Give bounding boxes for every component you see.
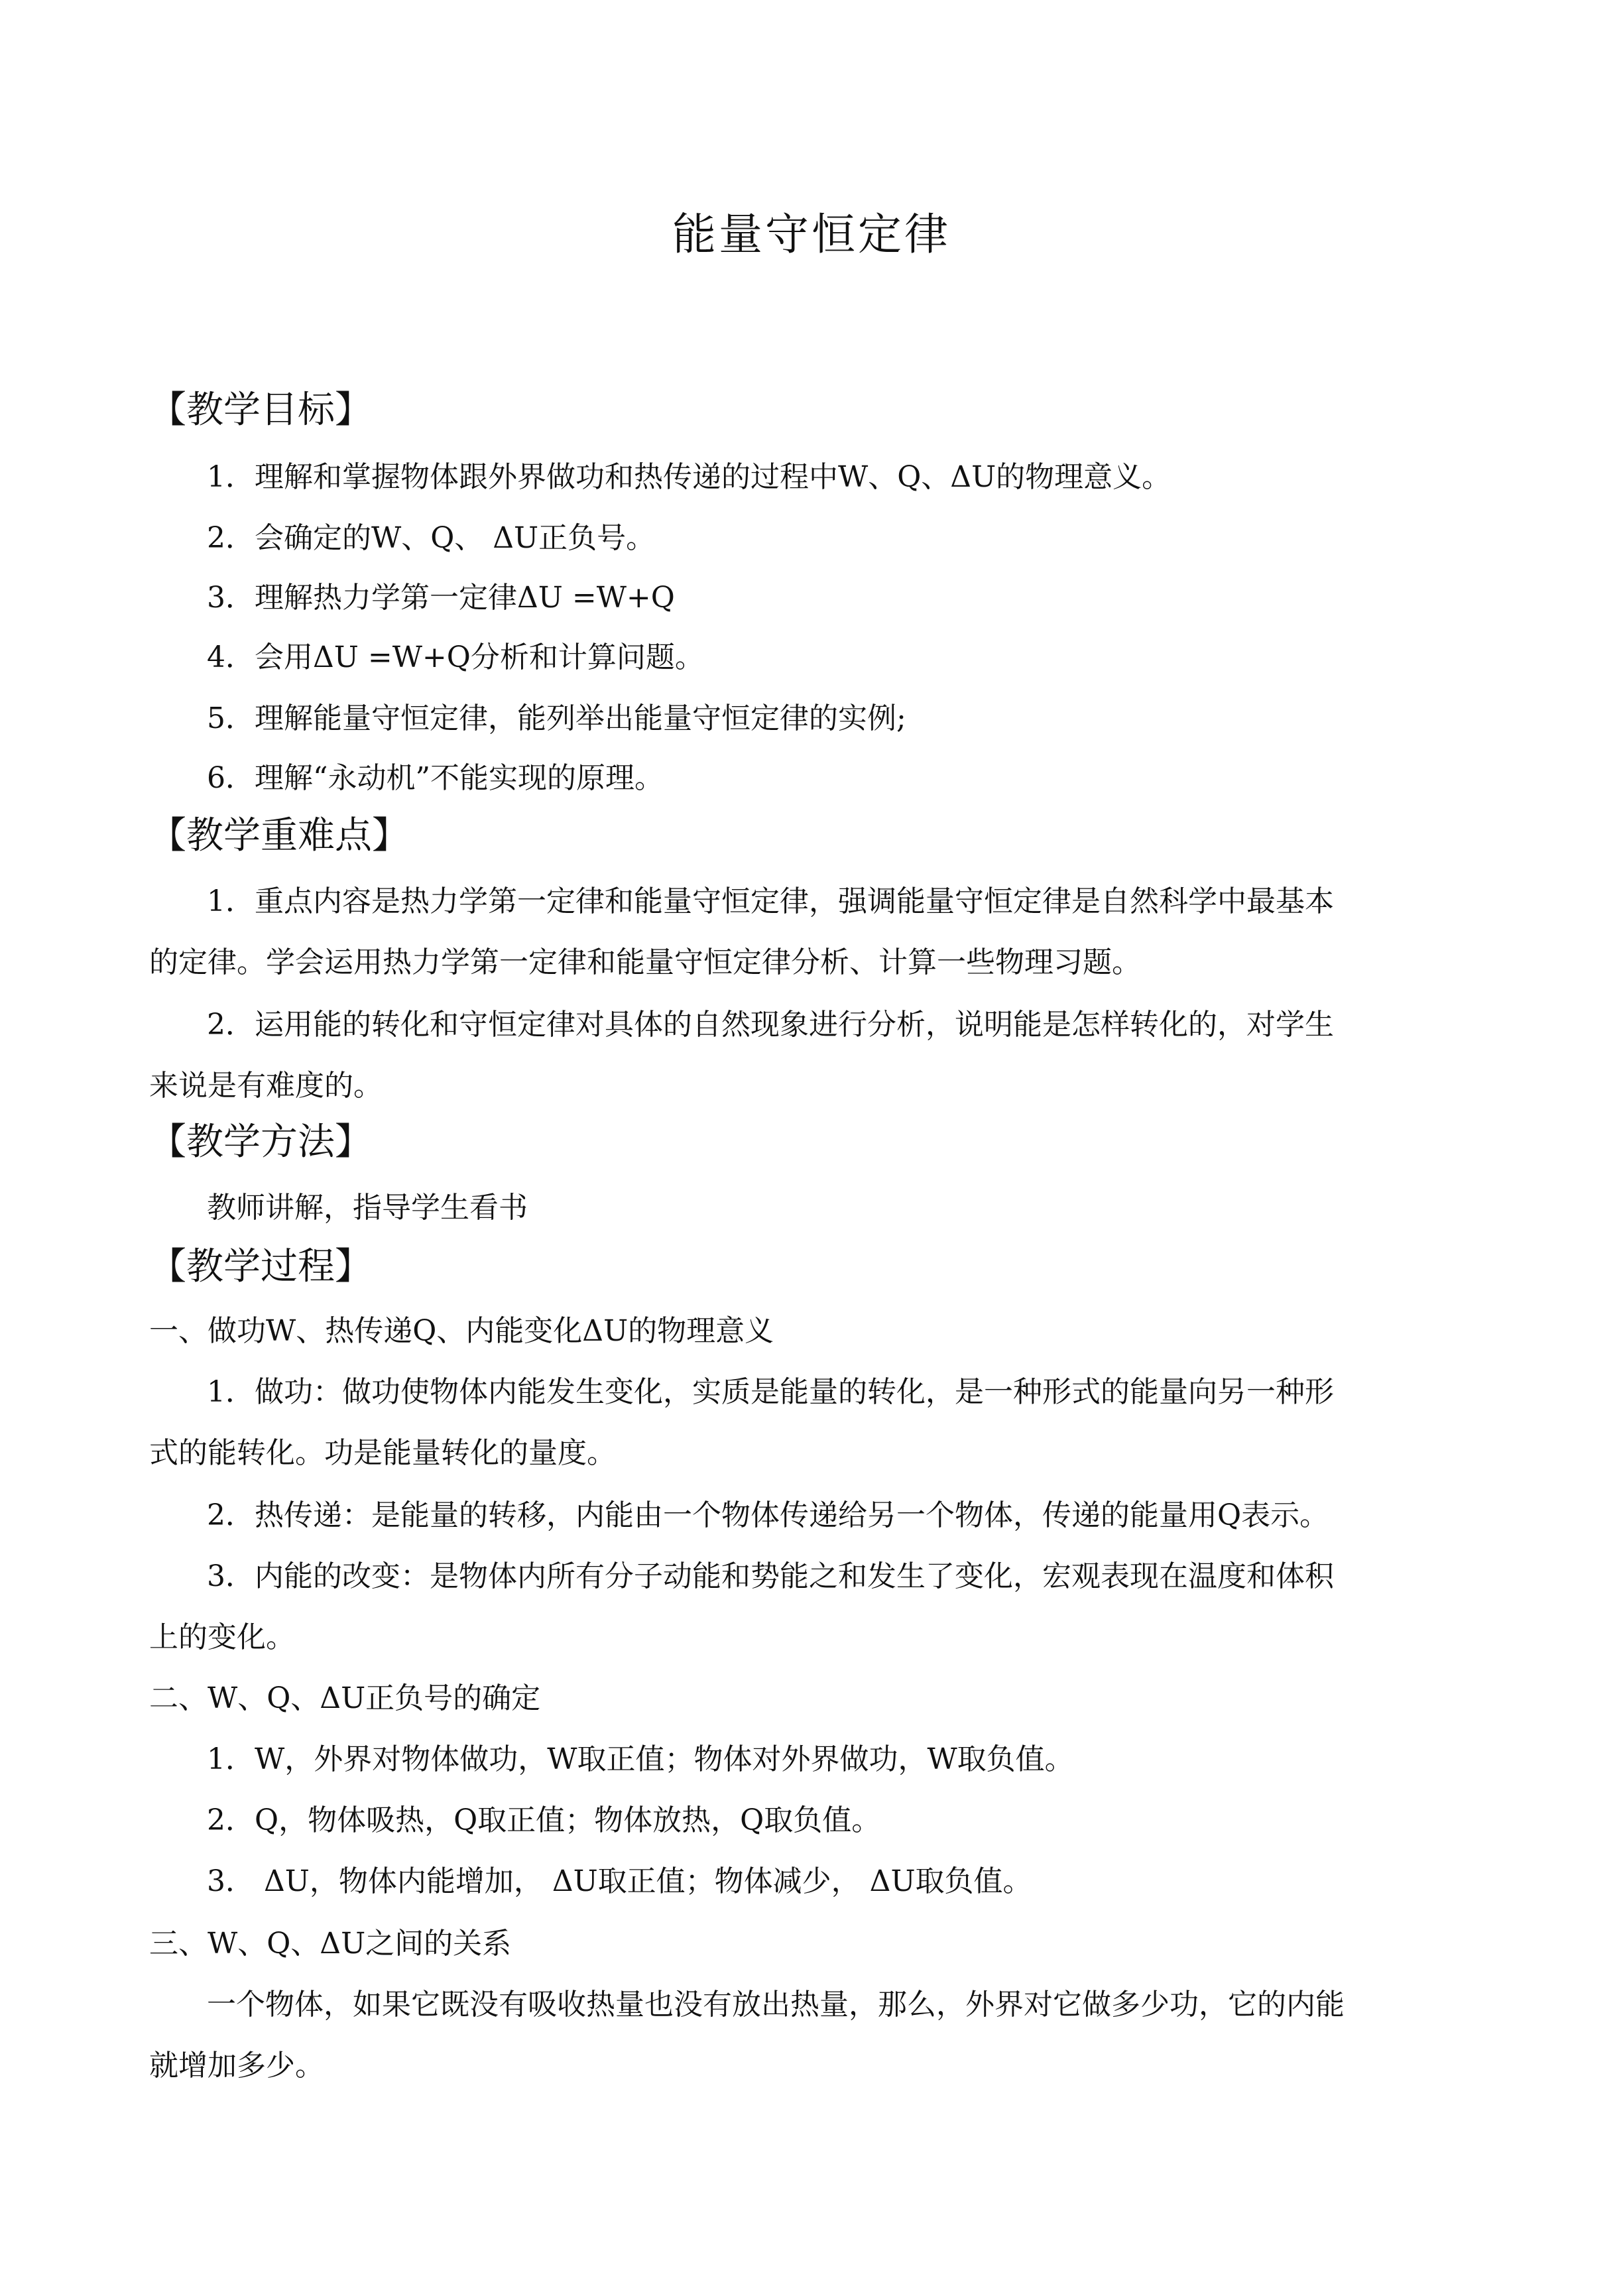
- section-1-title: 一、做功W、热传递Q、内能变化ΔU的物理意义: [149, 1314, 774, 1348]
- difficulty-paragraph-2-cont: 来说是有难度的。: [149, 1069, 383, 1103]
- section-1-item-1-cont: 式的能转化。功是能量转化的量度。: [149, 1436, 616, 1470]
- methods-heading: 【教学方法】: [149, 1120, 372, 1164]
- goal-item: 4．会用ΔU =W+Q分析和计算问题。: [207, 640, 704, 674]
- goal-item: 3．理解热力学第一定律ΔU =W+Q: [207, 581, 675, 615]
- section-2-item-2: 2．Q，物体吸热，Q取正值；物体放热，Q取负值。: [207, 1803, 881, 1837]
- section-2-title: 二、W、Q、ΔU正负号的确定: [149, 1681, 541, 1715]
- section-3-paragraph-cont: 就增加多少。: [149, 2049, 324, 2083]
- goals-heading: 【教学目标】: [149, 389, 372, 432]
- goal-item: 2．会确定的W、Q、 ΔU正负号。: [207, 521, 656, 555]
- goal-item: 5．理解能量守恒定律，能列举出能量守恒定律的实例;: [207, 701, 906, 735]
- section-1-item-1: 1．做功：做功使物体内能发生变化，实质是能量的转化，是一种形式的能量向另一种形: [207, 1375, 1334, 1409]
- difficulty-paragraph-1: 1．重点内容是热力学第一定律和能量守恒定律，强调能量守恒定律是自然科学中最基本: [207, 884, 1334, 918]
- process-heading: 【教学过程】: [149, 1245, 372, 1288]
- section-1-item-3: 3．内能的改变：是物体内所有分子动能和势能之和发生了变化，宏观表现在温度和体积: [207, 1559, 1334, 1593]
- goal-item: 6．理解“永动机”不能实现的原理。: [207, 761, 664, 795]
- section-2-item-3: 3． ΔU，物体内能增加， ΔU取正值；物体减少， ΔU取负值。: [207, 1864, 1032, 1898]
- goal-item: 1．理解和掌握物体跟外界做功和热传递的过程中W、Q、ΔU的物理意义。: [207, 460, 1172, 494]
- difficulty-paragraph-1-cont: 的定律。学会运用热力学第一定律和能量守恒定律分析、计算一些物理习题。: [149, 945, 1141, 979]
- section-3-paragraph: 一个物体，如果它既没有吸收热量也没有放出热量，那么，外界对它做多少功，它的内能: [207, 1988, 1345, 2022]
- methods-text: 教师讲解，指导学生看书: [207, 1191, 528, 1225]
- section-3-title: 三、W、Q、ΔU之间的关系: [149, 1927, 512, 1961]
- section-1-item-2: 2．热传递：是能量的转移，内能由一个物体传递给另一个物体，传递的能量用Q表示。: [207, 1498, 1329, 1532]
- difficulties-heading: 【教学重难点】: [149, 814, 409, 857]
- page-title: 能量守恒定律: [672, 209, 951, 260]
- section-2-item-1: 1．W，外界对物体做功，W取正值；物体对外界做功，W取负值。: [207, 1742, 1074, 1776]
- section-1-item-3-cont: 上的变化。: [149, 1620, 295, 1654]
- difficulty-paragraph-2: 2．运用能的转化和守恒定律对具体的自然现象进行分析，说明能是怎样转化的，对学生: [207, 1008, 1334, 1042]
